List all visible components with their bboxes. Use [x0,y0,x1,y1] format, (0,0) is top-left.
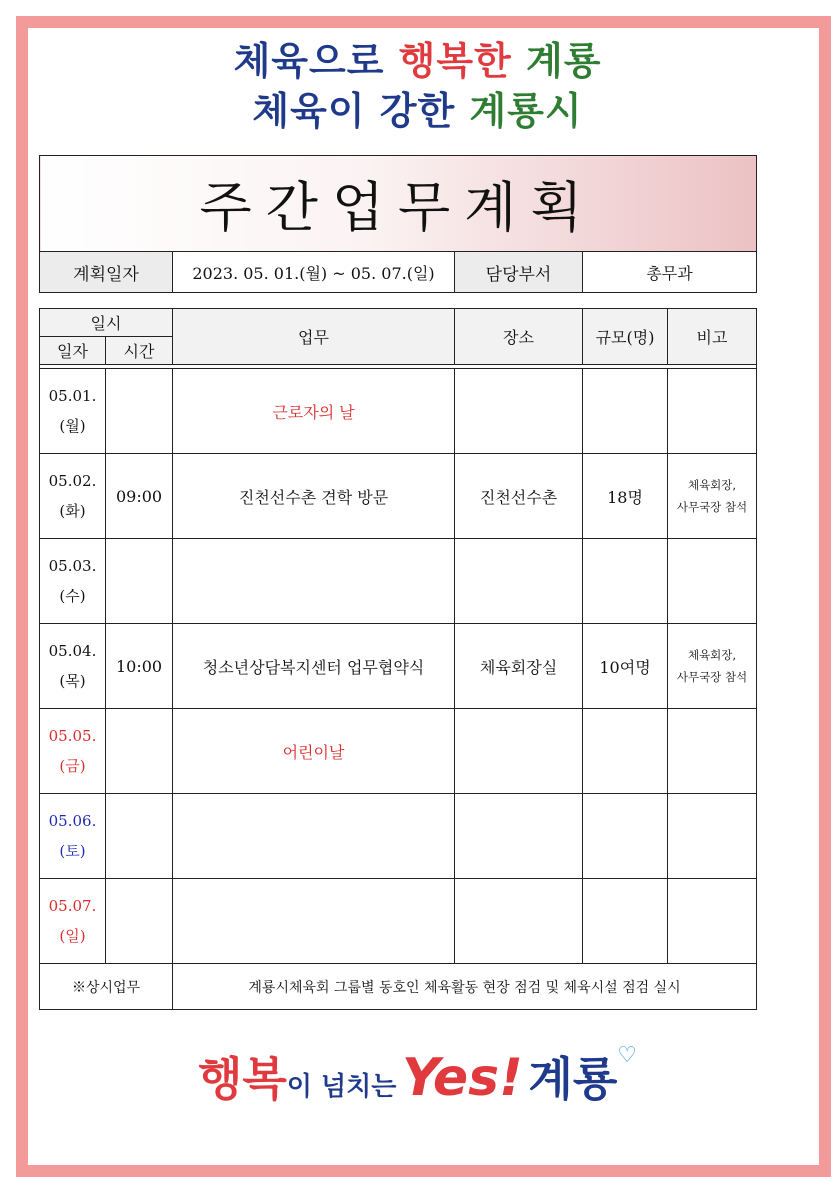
row-note [668,624,757,709]
row-date: 05.07. [48,897,97,915]
table-row [40,454,757,539]
bottom-slogan [0,1043,835,1109]
row-place [455,709,583,794]
schedule-table [39,308,757,1010]
row-place [455,879,583,964]
row-date-cell [40,624,106,709]
header-datetime: 일시 [40,309,173,337]
table-row [40,794,757,879]
row-time: 10:00 [106,624,173,709]
row-scale [583,879,668,964]
row-date: 05.04. [48,642,97,660]
row-task [173,794,455,879]
dept-value: 총무과 [583,252,757,293]
header-task: 업무 [173,309,455,365]
table-row [40,624,757,709]
slogan-line-2 [0,80,835,135]
row-note [668,454,757,539]
row-note [668,369,757,454]
row-time [106,709,173,794]
bottom-slogan-d: 계룡 [528,1052,618,1106]
row-date-cell [40,879,106,964]
row-place: 진천선수촌 [455,454,583,539]
row-note [668,539,757,624]
document-title: 주간업무계획 [40,156,757,252]
slogan-line-1-c: 계룡 [511,39,602,83]
row-note [668,794,757,879]
header-note: 비고 [668,309,757,365]
row-note-line1: 체육회장, [687,478,737,492]
row-scale [583,794,668,879]
row-date: 05.06. [48,812,97,830]
row-scale: 18명 [583,454,668,539]
slogan-line-1-b: 행복한 [398,39,512,83]
row-note [668,709,757,794]
row-task [173,539,455,624]
row-task: 어린이날 [173,709,455,794]
row-scale [583,709,668,794]
header-place: 장소 [455,309,583,365]
row-date-cell [40,709,106,794]
header-time: 시간 [106,337,173,365]
plan-date-value: 2023. 05. 01.(월) ~ 05. 07.(일) [173,252,455,293]
bottom-slogan-a: 행복 [197,1052,287,1106]
table-row [40,879,757,964]
row-date-cell [40,539,106,624]
regular-task-label: ※상시업무 [40,964,173,1010]
row-task: 진천선수촌 견학 방문 [173,454,455,539]
row-note-line2: 사무국장 참석 [676,500,748,514]
slogan-line-2-a: 체육이 강한 [252,89,456,133]
row-time: 09:00 [106,454,173,539]
row-date-cell [40,454,106,539]
row-time [106,539,173,624]
row-time [106,369,173,454]
row-day: (일) [59,927,86,945]
table-row [40,709,757,794]
row-day: (수) [59,587,86,605]
table-row [40,369,757,454]
regular-task-row [40,964,757,1010]
row-place: 체육회장실 [455,624,583,709]
row-scale [583,369,668,454]
row-day: (토) [59,842,86,860]
row-task: 청소년상담복지센터 업무협약식 [173,624,455,709]
slogan-line-1 [0,30,835,85]
row-scale [583,539,668,624]
slogan-line-2-c: 계룡시 [455,89,583,133]
bottom-slogan-b: 이 넘치는 [286,1072,397,1102]
dept-label: 담당부서 [455,252,583,293]
row-place [455,794,583,879]
row-time [106,794,173,879]
row-task [173,879,455,964]
row-day: (화) [59,502,86,520]
header-scale: 규모(명) [583,309,668,365]
row-time [106,879,173,964]
row-date-cell [40,369,106,454]
row-date-cell [40,794,106,879]
row-place [455,369,583,454]
row-scale: 10여명 [583,624,668,709]
heart-icon: ♡ [617,1043,638,1068]
row-task: 근로자의 날 [173,369,455,454]
row-date: 05.05. [48,727,97,745]
row-date: 05.02. [48,472,97,490]
row-day: (목) [59,672,86,690]
row-day: (월) [59,417,86,435]
table-row [40,539,757,624]
bottom-slogan-c: Yes! [401,1048,523,1108]
regular-task-content: 계룡시체육회 그룹별 동호인 체육활동 현장 점검 및 체육시설 점검 실시 [173,964,757,1010]
plan-date-label: 계획일자 [40,252,173,293]
row-note-line1: 체육회장, [687,648,737,662]
row-note-line2: 사무국장 참석 [676,670,748,684]
slogan-line-1-a: 체육으로 [233,39,399,83]
row-note [668,879,757,964]
header-date: 일자 [40,337,106,365]
header-table [39,155,757,293]
row-date: 05.03. [48,557,97,575]
row-day: (금) [59,757,86,775]
row-place [455,539,583,624]
row-date: 05.01. [48,387,97,405]
